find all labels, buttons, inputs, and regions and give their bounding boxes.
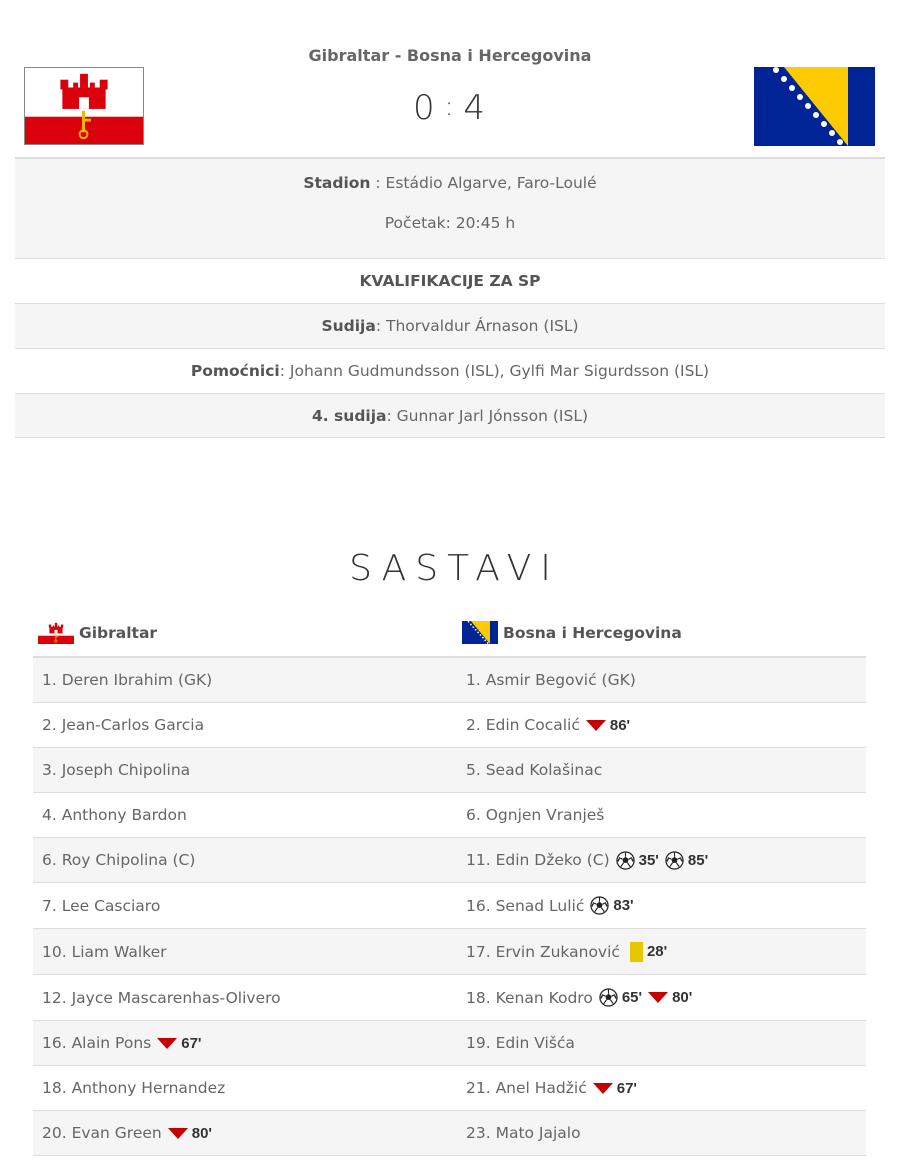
- fourth-official-value: : Gunnar Jarl Jónsson (ISL): [386, 407, 589, 425]
- kickoff-time: Početak: 20:45 h: [384, 214, 516, 232]
- lineup-row: [33, 1111, 866, 1156]
- home-player: [42, 1111, 212, 1155]
- lineup-row: [33, 1021, 866, 1066]
- event-minute: 65': [621, 989, 643, 1006]
- score: [300, 88, 600, 128]
- home-player: [42, 1021, 202, 1065]
- goal-ball-icon: [616, 851, 635, 870]
- assistants-row: [15, 348, 885, 393]
- event-minute: 80': [191, 1124, 212, 1142]
- away-flag-icon: [754, 67, 875, 146]
- player-name: 20. Evan Green: [42, 1124, 162, 1142]
- stadium-value: : Estádio Algarve, Faro-Loulé: [370, 174, 597, 192]
- match-event-sub-off: [586, 717, 630, 734]
- player-name: 12. Jayce Mascarenhas-Olivero: [42, 988, 281, 1007]
- referee-value: : Thorvaldur Árnason (ISL): [375, 317, 579, 335]
- match-event-goal: [590, 896, 633, 915]
- lineup-row: [33, 658, 866, 703]
- assistants-label: Pomoćnici: [190, 362, 280, 380]
- event-minute: 83': [613, 897, 634, 914]
- player-name: 1. Deren Ibrahim (GK): [42, 671, 213, 689]
- goal-ball-icon: [590, 896, 609, 915]
- home-flag-icon: [24, 67, 144, 145]
- venue-info: [15, 157, 885, 258]
- away-player: [466, 975, 692, 1020]
- away-team-name: Bosna i Hercegovina: [503, 624, 682, 642]
- player-name: 11. Edin Džeko (C): [466, 851, 610, 869]
- away-team-flag-icon: [462, 621, 498, 644]
- substitution-off-icon: [648, 992, 668, 1003]
- match-title: Gibraltar - Bosna i Hercegovina: [308, 46, 592, 65]
- home-team-flag-icon: [38, 621, 74, 644]
- lineup-row: [33, 1066, 866, 1111]
- away-player: [466, 793, 604, 837]
- lineup-row: [33, 793, 866, 838]
- player-name: 17. Ervin Zukanović: [466, 942, 620, 961]
- lineup-row: [33, 883, 866, 929]
- event-minute: 67': [616, 1079, 637, 1097]
- substitution-off-icon: [593, 1083, 613, 1094]
- substitution-off-icon: [586, 720, 606, 731]
- home-score: 0: [412, 88, 437, 128]
- match-event-goal: [665, 851, 708, 870]
- player-name: 18. Anthony Hernandez: [42, 1079, 226, 1097]
- event-minute: 86': [609, 716, 631, 734]
- player-name: 2. Edin Cocalić: [466, 716, 580, 734]
- home-player: [42, 703, 204, 747]
- player-name: 4. Anthony Bardon: [42, 806, 187, 824]
- away-player: [466, 748, 602, 792]
- assistants-value: : Johann Gudmundsson (ISL), Gylfi Mar Sigurdsson (ISL): [279, 362, 710, 380]
- player-name: 19. Edin Višća: [466, 1034, 575, 1052]
- match-event-yellow-card: [626, 942, 667, 962]
- lineup-row: [33, 703, 866, 748]
- home-player: [42, 1066, 225, 1110]
- lineup-row: [33, 975, 866, 1021]
- player-name: 3. Joseph Chipolina: [42, 761, 191, 779]
- player-name: 2. Jean-Carlos Garcia: [42, 716, 205, 734]
- away-player: [466, 1066, 637, 1110]
- yellow-card-icon: [630, 942, 643, 962]
- goal-ball-icon: [599, 988, 618, 1007]
- lineup-row: [33, 929, 866, 975]
- event-minute: 80': [672, 989, 693, 1006]
- fourth-official-label: 4. sudija: [311, 407, 387, 425]
- match-header: [0, 0, 900, 160]
- player-name: 6. Ognjen Vranješ: [466, 806, 605, 824]
- home-team-header: [38, 618, 157, 648]
- substitution-off-icon: [157, 1038, 177, 1049]
- home-player: [42, 658, 212, 702]
- event-minute: 67': [181, 1034, 202, 1052]
- away-score: 4: [463, 88, 488, 128]
- match-event-sub-off: [648, 989, 692, 1006]
- fourth-official-row: [15, 393, 885, 438]
- home-player: [42, 929, 167, 974]
- player-name: 7. Lee Casciaro: [42, 896, 161, 915]
- lineup-row: [33, 748, 866, 793]
- away-player: [466, 838, 708, 882]
- home-player: [42, 838, 195, 882]
- match-event-goal: [616, 851, 659, 870]
- away-player: [466, 883, 634, 928]
- goal-ball-icon: [665, 851, 684, 870]
- home-player: [42, 975, 281, 1020]
- player-name: 21. Anel Hadžić: [466, 1079, 587, 1097]
- home-player: [42, 883, 160, 928]
- away-player: [466, 929, 667, 974]
- home-player: [42, 748, 190, 792]
- player-name: 5. Sead Kolašinac: [466, 761, 603, 779]
- player-name: 23. Mato Jajalo: [466, 1124, 581, 1142]
- away-player: [466, 703, 630, 747]
- score-separator: :: [444, 92, 456, 122]
- event-minute: 28': [646, 943, 668, 960]
- stadium-label: Stadion: [303, 174, 371, 192]
- player-name: 18. Kenan Kodro: [466, 988, 593, 1007]
- lineup-row: [33, 838, 866, 883]
- away-player: [466, 1021, 575, 1065]
- referee-row: [15, 303, 885, 348]
- player-name: 10. Liam Walker: [42, 942, 167, 961]
- match-event-sub-off: [168, 1125, 212, 1142]
- away-player: [466, 658, 636, 702]
- player-name: 6. Roy Chipolina (C): [42, 851, 196, 869]
- event-minute: 85': [687, 851, 709, 869]
- away-player: [466, 1111, 581, 1155]
- lineups-title: SASTAVI: [349, 548, 560, 589]
- event-minute: 35': [638, 851, 659, 869]
- substitution-off-icon: [168, 1128, 188, 1139]
- player-name: 16. Alain Pons: [42, 1034, 152, 1052]
- referee-label: Sudija: [321, 317, 376, 335]
- stadium-line: [15, 174, 885, 192]
- away-team-header: [462, 618, 682, 648]
- player-name: 1. Asmir Begović (GK): [466, 671, 636, 689]
- competition-row: [15, 258, 885, 303]
- player-name: 16. Senad Lulić: [466, 896, 585, 915]
- home-player: [42, 793, 187, 837]
- match-event-sub-off: [593, 1080, 637, 1097]
- match-event-sub-off: [157, 1035, 201, 1052]
- competition-name: KVALIFIKACIJE ZA SP: [359, 272, 541, 290]
- home-team-name: Gibraltar: [79, 624, 158, 642]
- match-event-goal: [599, 988, 642, 1007]
